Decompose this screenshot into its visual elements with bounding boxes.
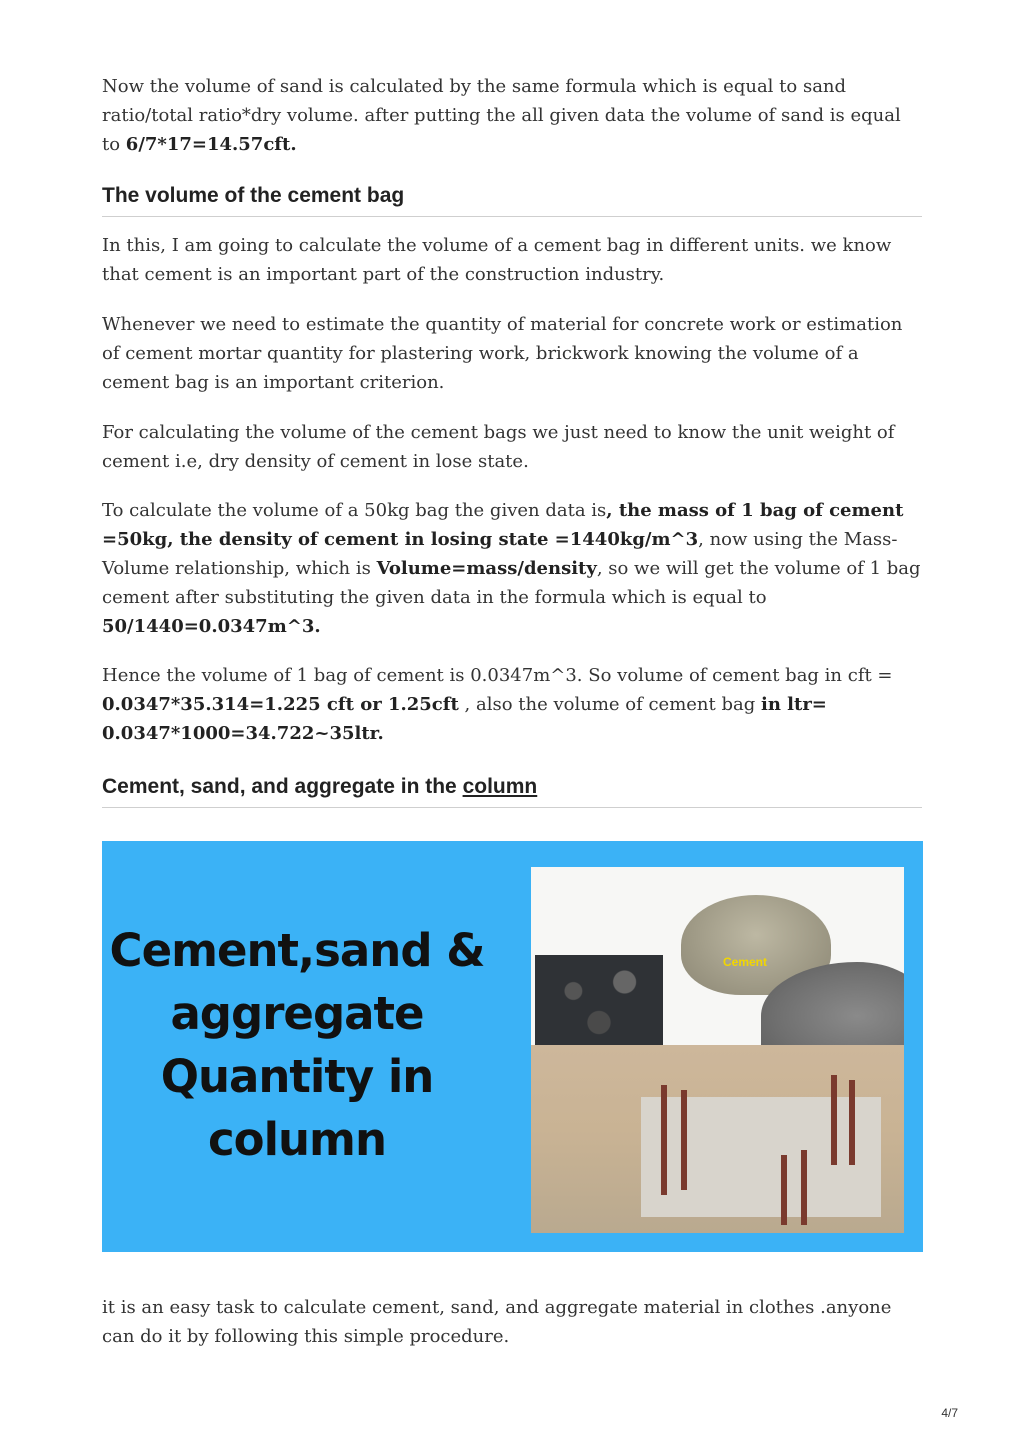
heading-cement-bag-volume: The volume of the cement bag <box>102 184 922 217</box>
rebar <box>831 1075 837 1165</box>
paragraph-easy-task: it is an easy task to calculate cement, sand, and aggregate material in clothes .anyone can do it by following this simple procedure. <box>102 1297 892 1347</box>
aggregate-image <box>535 955 663 1045</box>
column-quantity-banner-image <box>102 841 923 1252</box>
cement-photo-label: Cement <box>723 955 768 969</box>
banner-title: Cement,sand & aggregate Quantity in column <box>109 924 485 1166</box>
page-number: 4/7 <box>941 1406 958 1420</box>
paragraph-intro: In this, I am going to calculate the volume of a cement bag in different units. we know that cement is an important part of the construction industry. <box>102 235 892 285</box>
rebar <box>849 1080 855 1165</box>
rebar <box>661 1085 667 1195</box>
heading-column-materials: Cement, sand, and aggregate in the column <box>102 775 922 808</box>
rebar <box>681 1090 687 1190</box>
rebar <box>781 1155 787 1225</box>
column-link[interactable]: column <box>462 775 538 798</box>
materials-photo-top <box>531 867 904 1045</box>
footing-slab <box>641 1097 881 1217</box>
materials-photo <box>531 867 904 1233</box>
rebar <box>801 1150 807 1225</box>
paragraph-sand-volume: Now the volume of sand is calculated by the same formula which is equal to sand ratio/total ratio*dry volume. after putting the all given data the volume of sand is equal to 6/7*17=14.57cft. <box>102 76 901 155</box>
paragraph-estimate: Whenever we need to estimate the quantity of material for concrete work or estimation of cement mortar quantity for plastering work, brickwork knowing the volume of a cement bag is an important criterion. <box>102 314 903 393</box>
paragraph-density: For calculating the volume of the cement bags we just need to know the unit weight of cement i.e, dry density of cement in lose state. <box>102 422 895 472</box>
paragraph-calculation: To calculate the volume of a 50kg bag the given data is, the mass of 1 bag of cement =50kg, the density of cement in losing state =1440kg/m^3, now using the Mass-Volume relationship, which is Volume=mass/density, so we will get the volume of 1 bag cement after substituting the given data in the formula which is equal to 50/1440=0.0347m^3. <box>102 500 921 637</box>
paragraph-result: Hence the volume of 1 bag of cement is 0.0347m^3. So volume of cement bag in cft = 0.0347*35.314=1.225 cft or 1.25cft , also the volume of cement bag in ltr= 0.0347*1000=34.722~35ltr. <box>102 665 893 744</box>
column-construction-photo <box>531 1045 904 1233</box>
